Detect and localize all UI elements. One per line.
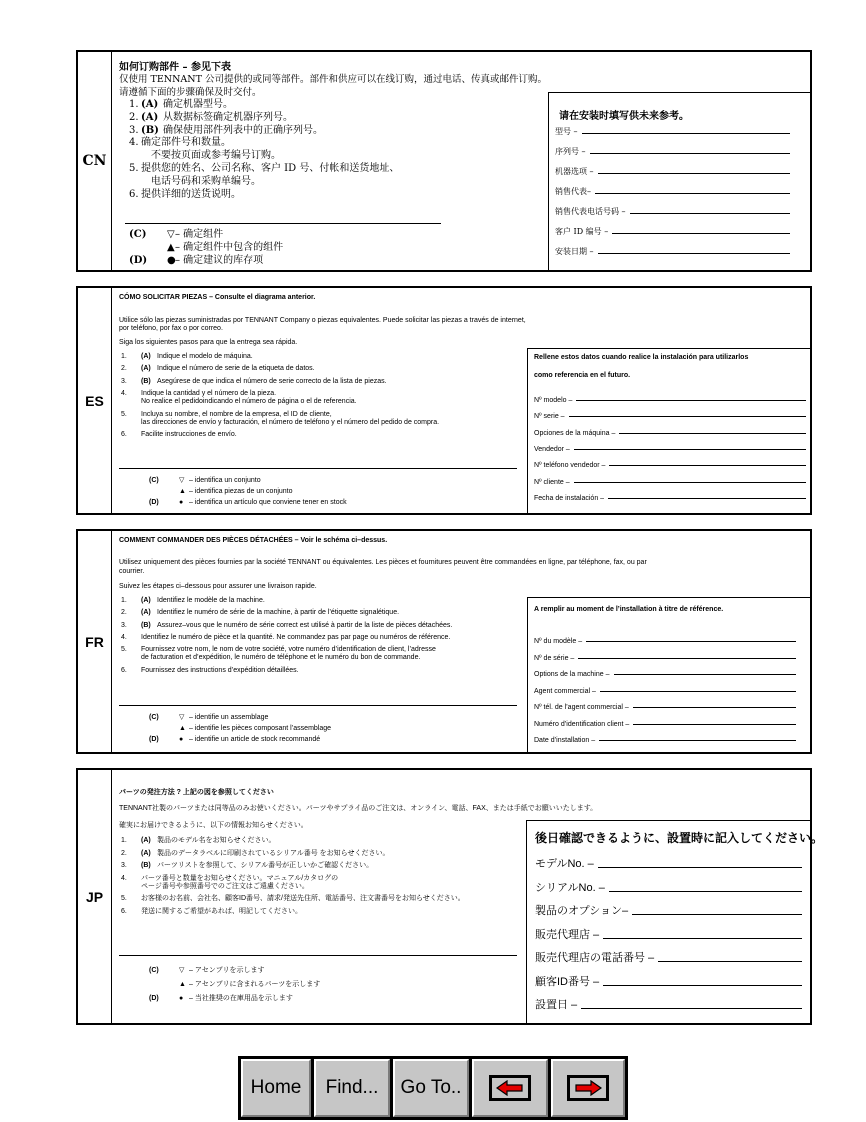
reference-field-label: Vendedor – (534, 445, 570, 453)
reference-field-label: Numéro d’identification client – (534, 720, 630, 728)
legend-code: (D) (149, 995, 159, 1002)
step-number: 5. (121, 410, 127, 418)
reference-field-line[interactable] (599, 739, 796, 741)
divider (119, 955, 517, 956)
legend-item (149, 486, 479, 497)
reference-field[interactable] (555, 246, 790, 257)
reference-field-label: Date d’installation – (534, 737, 596, 744)
reference-field[interactable] (534, 446, 806, 453)
reference-field-line[interactable] (603, 937, 802, 939)
legend-text: – identifie un article de stock recommandé (189, 736, 321, 743)
reference-field-line[interactable] (582, 132, 790, 134)
reference-field-line[interactable] (569, 415, 806, 417)
step-list (121, 597, 521, 679)
step-text: 电话号码和采购单编号。 (151, 175, 261, 187)
right-arrow-icon (567, 1075, 609, 1101)
intro-text: Siga los siguientes pasos para que la entrega sea rápida. (119, 339, 298, 346)
step-text: Indique el número de serie de la etiqueta de datos. (157, 365, 315, 373)
step-item (121, 646, 521, 666)
step-key: (A) (141, 609, 151, 617)
step-number: 4. (121, 874, 127, 882)
step-text: Incluya su nombre, el nombre de la empresa, el ID de cliente, (141, 410, 332, 418)
step-number: 5. (121, 895, 127, 903)
step-number: 6. (121, 907, 127, 915)
reference-form (527, 348, 810, 513)
reference-field[interactable] (535, 855, 802, 871)
step-text: de facturation et d’expédition, le numéro de téléphone et le numéro du bon de commande. (141, 654, 421, 662)
reference-field-label: 机器选项 – (555, 167, 594, 176)
divider (119, 705, 517, 706)
step-number: 4. (121, 633, 127, 641)
step-key: (B) (141, 621, 151, 629)
legend-item (129, 254, 429, 267)
reference-field[interactable] (534, 430, 806, 437)
reference-field[interactable] (555, 186, 790, 197)
legend-item (149, 497, 479, 508)
legend (149, 964, 479, 1006)
step-text: 提供详细的送货说明。 (141, 188, 241, 200)
step-number: 3. (121, 377, 127, 385)
reference-field-label: Nº teléfono vendedor – (534, 462, 606, 470)
section-title: COMMENT COMMANDER DES PIÈCES DÉTACHÉES – Voir le schéma ci–dessus. (119, 537, 388, 544)
reference-field[interactable] (555, 146, 790, 157)
intro-text: 確実にお届けできるように、以下の情報お知らせください。 (119, 822, 308, 829)
reference-field-label: 型号 – (555, 127, 578, 136)
step-key: (A) (141, 111, 159, 123)
reference-form-title: como referencia en el futuro. (534, 372, 631, 379)
step-item (121, 411, 521, 432)
reference-field[interactable] (534, 688, 796, 695)
reference-field-line[interactable] (608, 497, 806, 499)
reference-field[interactable] (534, 655, 796, 662)
step-text: 从数据标签确定机器序列号。 (163, 111, 293, 123)
reference-field-line[interactable] (581, 1007, 802, 1009)
step-text: las direcciones de envío y facturación, el número de teléfono y el número del pedido de compra. (141, 418, 440, 426)
legend-text: – 当社推奨の在庫用品を示します (189, 995, 293, 1002)
step-list (129, 99, 459, 201)
intro-text: Utilisez uniquement des pièces fournies par la société TENNANT ou équivalentes. Les pièces et fournitures peuvent être commandées en ligne, par téléphone, fax, ou par (119, 559, 647, 566)
reference-field-label: Nº serie – (534, 413, 565, 421)
reference-field-label: 顧客ID番号 – (535, 975, 600, 988)
step-text: Facilite instrucciones de envío. (141, 431, 237, 439)
reference-field[interactable] (535, 902, 802, 918)
step-key: (A) (141, 837, 151, 844)
reference-field[interactable] (535, 973, 802, 989)
step-item (129, 163, 459, 189)
reference-field[interactable] (555, 126, 790, 137)
step-text: ページ番号や参照番号でのご注文はご遠慮ください。 (141, 882, 309, 890)
reference-field-line[interactable] (598, 172, 790, 174)
reference-field-line[interactable] (609, 890, 802, 892)
stock-item-icon: ● (179, 995, 184, 1002)
reference-field-line[interactable] (612, 232, 790, 234)
legend-text: – 确定组件 (175, 229, 224, 240)
find-button[interactable]: Find... (314, 1059, 390, 1117)
step-key: (A) (141, 99, 159, 110)
divider (119, 468, 517, 469)
reference-form (526, 820, 824, 1023)
reference-field-line[interactable] (609, 464, 806, 466)
reference-field-line[interactable] (603, 984, 802, 986)
assembly-part-icon: ▲ (179, 981, 186, 988)
intro-text: 请遵循下面的步骤确保及时交付。 (119, 87, 262, 98)
reference-field[interactable] (555, 166, 790, 177)
reference-form-title: A remplir au moment de l’installation à titre de référence. (534, 606, 724, 613)
legend-text: – identifie les pièces composant l’assemblage (189, 725, 332, 732)
step-text: No realice el pedidoindicando el número de página o el de referencia. (141, 398, 357, 406)
legend-text: – identifica un artículo que conviene tener en stock (189, 499, 347, 506)
step-text: Identifiez le numéro de pièce et la quantité. Ne commandez pas par page ou numéros de référence. (141, 633, 451, 641)
reference-form-title: 请在安装时填写供未来参考。 (559, 111, 689, 122)
legend (149, 712, 479, 745)
step-number: 5. (121, 646, 127, 654)
reference-field-label: Nº cliente – (534, 478, 570, 486)
step-text: 确保使用部件列表中的正确序列号。 (163, 124, 323, 136)
intro-text: 仅使用 TENNANT 公司提供的或同等部件。部件和供应可以在线订购，通过电话、传真或邮件订购。 (119, 74, 547, 85)
parts-order-section-fr (76, 529, 812, 754)
reference-field[interactable] (534, 413, 806, 420)
step-text: 提供您的姓名、公司名称、客户 ID 号、付帐和送货地址、 (141, 162, 400, 174)
step-text: Indique el modelo de máquina. (157, 353, 253, 360)
step-key: (A) (141, 353, 151, 360)
legend-text: – アセンブリに含まれるパーツを示します (189, 981, 321, 988)
reference-field-line[interactable] (658, 960, 802, 962)
step-text: 确定机器型号。 (163, 99, 233, 110)
intro-text: TENNANT社製のパーツまたは同等品のみお使いください。パーツやサプライ品のご注文は、オンライン、電話、FAX、または手紙でお願いいたします。 (119, 805, 598, 812)
step-item (121, 431, 521, 443)
step-text: 不要按页面或参考编号订购。 (151, 150, 281, 162)
step-text: パーツリストを参照して、シリアル番号が正しいかご確認ください。 (157, 862, 374, 869)
reference-field-label: Nº du modèle – (534, 638, 583, 645)
parts-order-section-es (76, 286, 812, 515)
language-label: FR (78, 531, 112, 752)
step-key: (A) (141, 597, 151, 604)
step-item (121, 850, 521, 863)
assembly-part-icon: ▲ (179, 488, 186, 495)
reference-field-line[interactable] (619, 432, 806, 434)
legend-text: – アセンブリを示します (189, 967, 265, 974)
step-item (121, 378, 521, 390)
legend-code: (D) (149, 499, 159, 506)
reference-field-label: Agent commercial – (534, 687, 596, 695)
step-text: Fournissez votre nom, le nom de votre société, votre numéro d’identification de client, l’adresse (141, 646, 436, 654)
assembly-icon: ▽ (167, 229, 175, 240)
section-title: 如何订购部件 – 参见下表 (119, 62, 231, 73)
step-text: Assurez–vous que le numéro de série correct est utilisé à partir de la liste de pièces détachées. (157, 621, 453, 629)
reference-field[interactable] (534, 462, 806, 469)
step-item (121, 837, 521, 850)
left-arrow-icon (489, 1075, 531, 1101)
step-number: 3. (121, 862, 127, 869)
reference-field-line[interactable] (632, 913, 802, 915)
reference-field-label: Nº de série – (534, 654, 575, 662)
legend-item (149, 992, 479, 1006)
legend-text: – identifica piezas de un conjunto (189, 488, 293, 495)
reference-field-label: シリアルNo. – (535, 881, 605, 894)
legend-code: (C) (149, 477, 159, 484)
legend-item (149, 475, 479, 486)
step-text: 确定部件号和数量。 (141, 137, 231, 149)
step-number: 5. (129, 162, 139, 174)
intro-text: Suivez les étapes ci–dessous pour assurer une livraison rapide. (119, 583, 317, 590)
reference-field-label: Nº modelo – (534, 397, 573, 404)
step-item (129, 189, 459, 202)
reference-field-label: Options de la machine – (534, 671, 610, 678)
navigation-bar (238, 1056, 628, 1120)
legend-item (149, 978, 479, 992)
reference-field-label: 客户 ID 编号 – (555, 227, 609, 236)
reference-field-label: 設置日 – (535, 999, 578, 1011)
reference-field-line[interactable] (598, 866, 802, 868)
stock-item-icon: ● (179, 499, 184, 506)
reference-field-label: 序列号 – (555, 147, 586, 156)
step-text: Identifiez le numéro de série de la machine, à partir de l’étiquette signalétique. (157, 609, 400, 617)
reference-field[interactable] (535, 949, 802, 965)
reference-field-label: 销售代表– (555, 187, 591, 196)
reference-form-title: Rellene estos datos cuando realice la instalación para utilizarlos (534, 354, 749, 361)
step-number: 3. (129, 124, 139, 136)
reference-field-label: 販売代理店 – (535, 928, 600, 941)
step-text: Fournissez des instructions d’expédition détaillées. (141, 666, 299, 674)
intro-text: por teléfono, por fax o por correo. (119, 325, 223, 332)
legend-text: – 确定建议的库存项 (175, 255, 264, 266)
legend-item (129, 241, 429, 254)
step-item (121, 365, 521, 377)
step-item (121, 862, 521, 875)
stock-item-icon: ● (167, 255, 176, 266)
intro-text: Utilice sólo las piezas suministradas por TENNANT Company o piezas equivalentes. Puede solicitar las piezas a través de internet, (119, 317, 526, 324)
step-item (121, 634, 521, 646)
reference-field[interactable] (535, 996, 802, 1012)
reference-field-label: 销售代表电话号码 – (555, 207, 626, 216)
step-text: 製品のモデル名をお知らせください。 (157, 837, 276, 844)
section-title: CÓMO SOLICITAR PIEZAS – Consulte el diagrama anterior. (119, 294, 316, 301)
previous-page-button[interactable] (472, 1059, 548, 1117)
legend-code: (D) (129, 255, 148, 266)
step-list (121, 837, 521, 920)
legend-item (149, 964, 479, 978)
assembly-icon: ▽ (179, 477, 185, 484)
step-number: 2. (121, 609, 127, 617)
reference-field[interactable] (534, 704, 796, 711)
next-page-button[interactable] (551, 1059, 625, 1117)
reference-field-line[interactable] (630, 212, 790, 214)
step-text: Indique la cantidad y el número de la pieza. (141, 390, 277, 398)
goto-button[interactable]: Go To.. (393, 1059, 469, 1117)
assembly-part-icon: ▲ (179, 725, 186, 732)
legend-code: (C) (149, 967, 159, 974)
reference-field-line[interactable] (633, 706, 796, 708)
reference-field[interactable] (535, 926, 802, 942)
step-number: 6. (121, 666, 127, 674)
step-number: 1. (121, 837, 127, 844)
step-item (121, 353, 521, 365)
step-number: 2. (121, 365, 127, 373)
assembly-icon: ▽ (179, 967, 185, 974)
legend-code: (D) (149, 736, 159, 743)
reference-field-label: Nº tél. de l’agent commercial – (534, 704, 629, 711)
reference-field-line[interactable] (578, 657, 796, 659)
step-item (121, 390, 521, 411)
step-text: 発送に関するご希望があれば、明記してください。 (141, 907, 302, 915)
reference-field-label: Opciones de la máquina – (534, 429, 616, 437)
step-number: 6. (129, 188, 139, 200)
reference-field-label: 安装日期 – (555, 247, 594, 256)
reference-field[interactable] (534, 638, 796, 645)
language-label: CN (78, 52, 112, 270)
legend (129, 228, 429, 267)
reference-field[interactable] (534, 397, 806, 404)
reference-field-line[interactable] (574, 448, 806, 450)
step-list (121, 353, 521, 444)
reference-field[interactable] (534, 737, 796, 744)
reference-field-label: Fecha de instalación – (534, 494, 605, 502)
divider (125, 223, 441, 224)
legend-text: – 确定组件中包含的组件 (175, 242, 284, 253)
assembly-part-icon: ▲ (167, 242, 175, 253)
step-item (121, 895, 521, 908)
reference-field[interactable] (534, 495, 806, 502)
step-number: 3. (121, 621, 127, 629)
step-key: (B) (141, 124, 159, 136)
step-text: パーツ番号と数量をお知らせください。マニュアル/カタログの (141, 874, 339, 882)
step-number: 2. (121, 849, 127, 857)
reference-field-line[interactable] (590, 152, 790, 154)
step-item (121, 667, 521, 679)
step-number: 1. (121, 597, 127, 604)
stock-item-icon: ● (179, 736, 184, 743)
step-item (121, 597, 521, 609)
parts-order-section-cn (76, 50, 812, 272)
step-key: (B) (141, 862, 151, 869)
step-number: 1. (129, 99, 139, 110)
step-item (129, 137, 459, 163)
assembly-icon: ▽ (179, 714, 185, 721)
reference-form-title: 後日確認できるように、設置時に記入してください。 (535, 831, 824, 845)
legend-text: – identifica un conjunto (189, 477, 261, 484)
step-number: 1. (121, 353, 127, 360)
step-item (129, 99, 459, 112)
legend-code: (C) (129, 229, 147, 240)
legend-item (149, 734, 479, 745)
legend-code: (C) (149, 714, 159, 721)
step-text: お客様のお名前、会社名、顧客ID番号、請求/発送先住所、電話番号、注文書番号をお知らせください。 (141, 895, 465, 903)
section-title: パーツの発注方法 ? 上記の図を参照してください (119, 789, 274, 796)
reference-field[interactable] (535, 879, 802, 895)
step-item (129, 125, 459, 138)
legend-item (129, 228, 429, 241)
step-number: 2. (129, 111, 139, 123)
reference-field-line[interactable] (600, 690, 796, 692)
step-key: (B) (141, 377, 151, 385)
reference-field-label: 製品のオプション– (535, 905, 629, 917)
reference-form (527, 597, 810, 752)
step-item (121, 609, 521, 621)
reference-field-label: 販売代理店の電話番号 – (535, 952, 655, 964)
reference-field[interactable] (534, 721, 796, 728)
step-number: 4. (121, 390, 127, 398)
language-label: JP (78, 770, 112, 1023)
step-number: 6. (121, 431, 127, 439)
reference-form (548, 92, 810, 270)
step-item (121, 908, 521, 921)
legend-item (149, 712, 479, 723)
step-text: Asegúrese de que indica el número de serie correcto de la lista de piezas. (157, 377, 387, 385)
reference-field-line[interactable] (614, 673, 797, 675)
reference-field-line[interactable] (586, 640, 796, 642)
parts-order-section-jp (76, 768, 824, 1025)
legend-item (149, 723, 479, 734)
step-item (129, 112, 459, 125)
reference-field-label: モデルNo. – (535, 858, 594, 870)
step-key: (A) (141, 849, 151, 857)
reference-field[interactable] (555, 226, 790, 237)
reference-field[interactable] (534, 671, 796, 678)
reference-field[interactable] (534, 479, 806, 486)
step-key: (A) (141, 365, 151, 373)
reference-field-line[interactable] (598, 252, 790, 254)
step-item (121, 875, 521, 896)
legend-text: – identifie un assemblage (189, 714, 269, 721)
reference-field-line[interactable] (633, 723, 796, 725)
reference-field-line[interactable] (574, 481, 806, 483)
home-button[interactable]: Home (241, 1059, 311, 1117)
intro-text: courrier. (119, 568, 145, 575)
reference-field-line[interactable] (595, 192, 790, 194)
step-text: 製品のデータラベルに印刷されているシリアル番号 をお知らせください。 (157, 849, 390, 857)
step-text: Identifiez le modèle de la machine. (157, 597, 265, 604)
step-item (121, 622, 521, 634)
reference-field[interactable] (555, 206, 790, 217)
language-label: ES (78, 288, 112, 513)
step-number: 4. (129, 137, 139, 149)
legend (149, 475, 479, 508)
reference-field-line[interactable] (576, 399, 806, 401)
